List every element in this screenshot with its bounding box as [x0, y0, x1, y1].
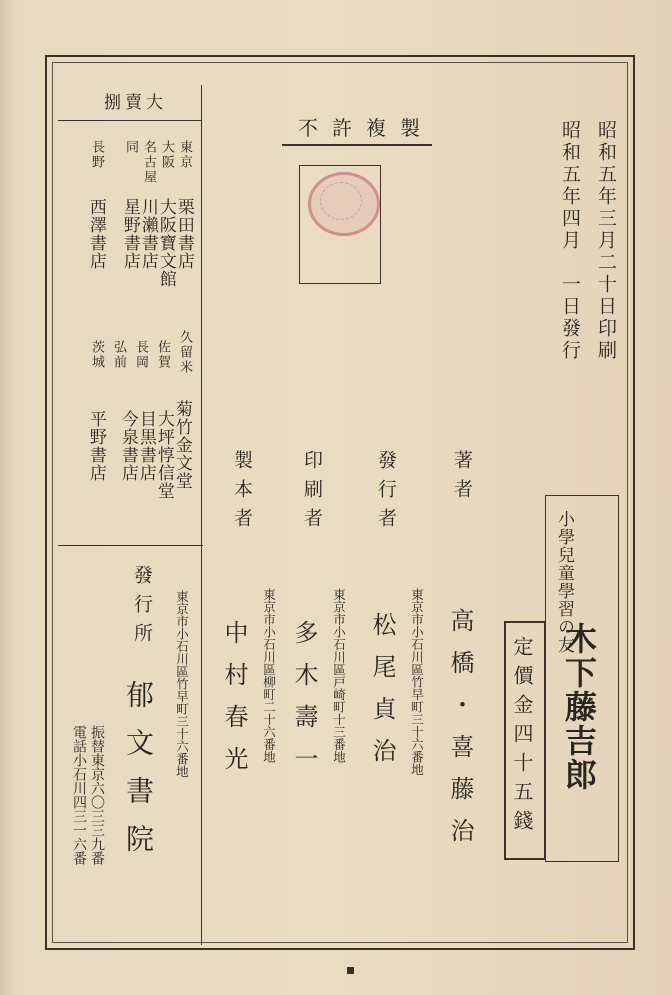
- printer-name: 多木壽一: [290, 620, 318, 788]
- seller-city: 長岡: [133, 340, 148, 370]
- seller-city: 弘前: [111, 340, 126, 370]
- seller-city: 長野: [89, 140, 104, 170]
- publisher-divider: [58, 545, 203, 546]
- notice-underline: [282, 144, 432, 146]
- seller-shop: 星野書店: [119, 198, 140, 270]
- issue-date: 昭和五年四月 一日發行: [559, 120, 581, 362]
- seller-city: 久留米: [177, 330, 192, 375]
- seller-city: 同: [123, 140, 138, 155]
- publisher-name: 郁文書院: [122, 680, 155, 872]
- page-mark: [347, 967, 354, 974]
- publisher-person-role: 發行者: [375, 450, 397, 537]
- publisher-address: 東京市小石川區竹早町三十六番地: [174, 590, 190, 778]
- binder-address: 東京市小石川區柳町二十六番地: [261, 588, 277, 763]
- publisher-phone: 電話小石川四三一六番: [71, 725, 87, 865]
- binder-name: 中村春光: [220, 620, 248, 788]
- seller-city: 茨城: [89, 340, 104, 370]
- sellers-heading: 大賣捌: [104, 93, 167, 113]
- seller-shop: 大阪寶文館: [155, 198, 176, 288]
- series-title: 小學兒童學習の友: [554, 510, 574, 654]
- seller-shop: 目黒書店: [135, 410, 156, 482]
- seller-shop: 栗田書店: [173, 198, 194, 270]
- printer-role: 印刷者: [301, 450, 323, 537]
- seller-city: 東京: [177, 140, 192, 170]
- seller-city: 大阪: [159, 140, 174, 170]
- seal-inner-ring: [320, 182, 362, 220]
- seller-shop: 平野書店: [85, 410, 106, 482]
- seller-shop: 菊竹金文堂: [171, 400, 192, 490]
- seller-shop: 今泉書店: [117, 410, 138, 482]
- binder-role: 製本者: [231, 450, 253, 537]
- no-reproduction-notice: 不許複製: [298, 116, 434, 140]
- print-date: 昭和五年三月二十日印刷: [595, 120, 617, 362]
- publisher-person-name: 松尾貞治: [368, 612, 396, 780]
- author-role: 著者: [451, 450, 473, 508]
- seller-shop: 大坪惇信堂: [153, 410, 174, 500]
- sellers-heading-rule: [58, 120, 202, 121]
- seller-shop: 川瀨書店: [137, 198, 158, 270]
- publisher-label: 發行所: [131, 565, 153, 652]
- publisher-transfer-account: 振替東京六〇三三九番: [89, 725, 105, 865]
- seller-city: 名古屋: [141, 140, 156, 185]
- price: 定價金四十五錢: [510, 636, 534, 839]
- seller-shop: 西澤書店: [85, 198, 106, 270]
- book-title: 木下藤吉郎: [560, 622, 598, 792]
- publisher-person-address: 東京市小石川區竹早町三十六番地: [409, 588, 425, 776]
- sellers-vertical-rule: [201, 85, 202, 945]
- seller-city: 佐賀: [155, 340, 170, 370]
- author-name: 高橋・喜藤治: [446, 608, 474, 860]
- printer-address: 東京市小石川區戸崎町十三番地: [331, 588, 347, 763]
